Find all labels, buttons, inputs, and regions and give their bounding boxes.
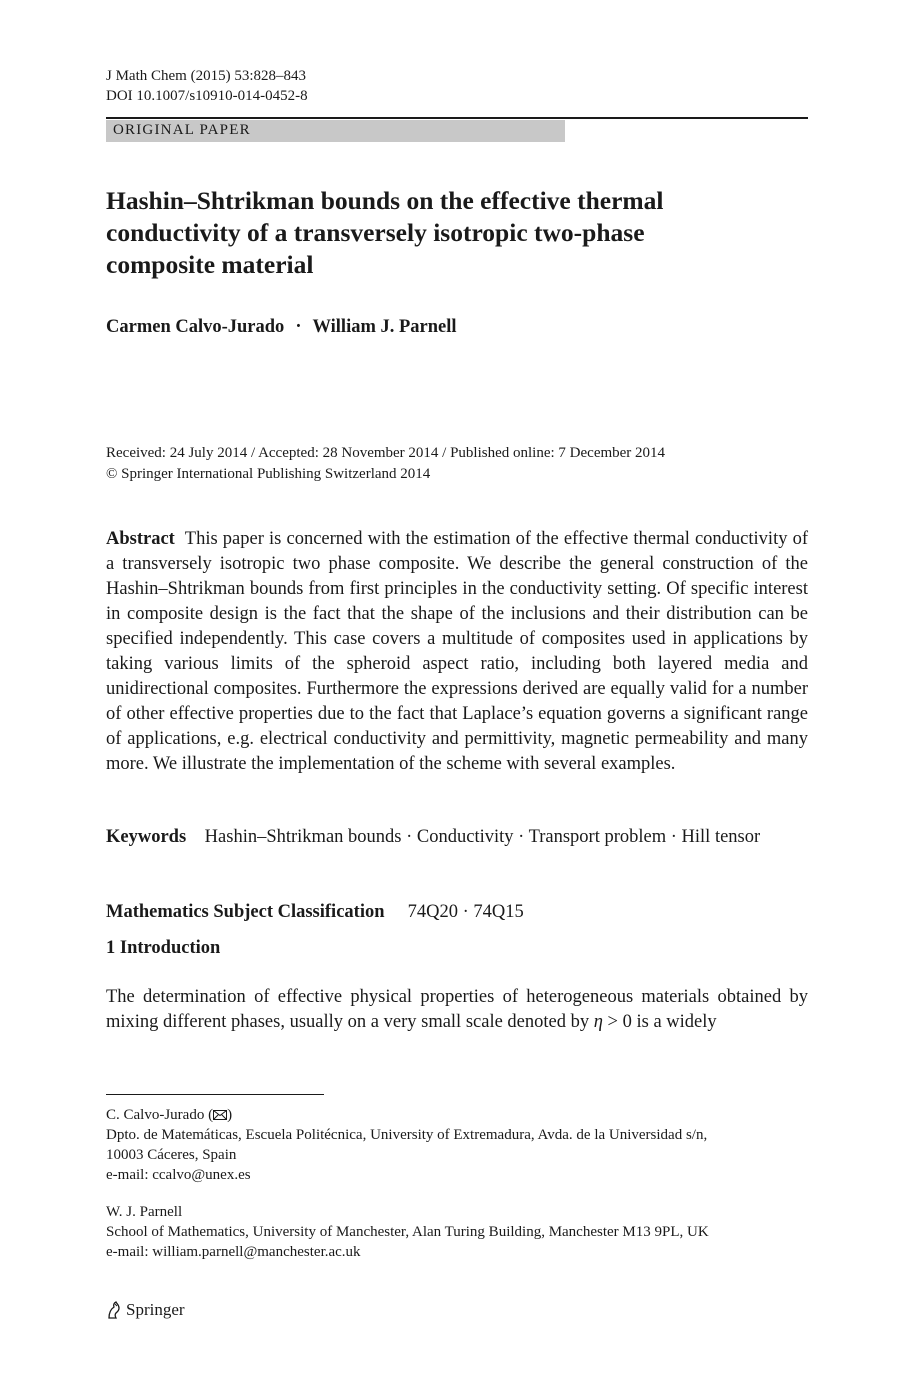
journal-citation bbox=[106, 67, 308, 106]
intro-text: The determination of effective physical properties of heterogeneous materials obtained by mixing different phases, usually on a very small scale denoted by bbox=[106, 987, 808, 1032]
math-relation: > bbox=[607, 1012, 618, 1032]
footnote-email[interactable]: e-mail: william.parnell@manchester.ac.uk bbox=[106, 1244, 361, 1260]
springer-horse-icon bbox=[106, 1300, 122, 1320]
header-rule bbox=[106, 117, 808, 119]
intro-text-continued: is a widely bbox=[636, 1012, 717, 1032]
intro-paragraph bbox=[106, 985, 808, 1035]
author-name: William J. Parnell bbox=[312, 317, 457, 337]
publication-dates bbox=[106, 443, 665, 484]
footnote-author2 bbox=[106, 1202, 709, 1262]
msc-codes: 74Q20 · 74Q15 bbox=[407, 902, 524, 922]
copyright-line: © Springer International Publishing Switzerland 2014 bbox=[106, 465, 431, 482]
keywords-label: Keywords bbox=[106, 827, 187, 847]
author-separator: · bbox=[295, 317, 302, 337]
subject-classification bbox=[106, 900, 524, 925]
math-value: 0 bbox=[622, 1012, 632, 1032]
footnote-rule bbox=[106, 1094, 324, 1095]
footnote-affiliation: Dpto. de Matemáticas, Escuela Politécnica, University of Extremadura, Avda. de la Universidad s/n, bbox=[106, 1127, 708, 1143]
footnote-affiliation: School of Mathematics, University of Manchester, Alan Turing Building, Manchester M13 9PL, UK bbox=[106, 1224, 709, 1240]
paper-title: Hashin–Shtrikman bounds on the effective thermal conductivity of a transversely isotropic two-phase composite material bbox=[106, 186, 664, 279]
keywords bbox=[106, 825, 808, 850]
section-heading bbox=[106, 936, 220, 961]
journal-line: J Math Chem (2015) 53:828–843 bbox=[106, 68, 306, 84]
section-title: Introduction bbox=[119, 938, 221, 958]
author-name: Carmen Calvo-Jurado bbox=[106, 317, 285, 337]
abstract bbox=[106, 527, 808, 777]
author-list bbox=[106, 315, 457, 339]
doi-line: DOI 10.1007/s10910-014-0452-8 bbox=[106, 87, 308, 104]
history-line: Received: 24 July 2014 / Accepted: 28 November 2014 / Published online: 7 December 2014 bbox=[106, 445, 666, 461]
math-eta: η bbox=[593, 1012, 603, 1032]
abstract-label: Abstract bbox=[106, 529, 175, 549]
footnote-email[interactable]: e-mail: ccalvo@unex.es bbox=[106, 1167, 251, 1183]
msc-label: Mathematics Subject Classification bbox=[106, 902, 385, 922]
footnote-name: C. Calvo-Jurado ( ) bbox=[106, 1107, 233, 1123]
keywords-text: Hashin–Shtrikman bounds · Conductivity · Transport problem · Hill tensor bbox=[204, 827, 761, 847]
footnote-author1 bbox=[106, 1105, 707, 1185]
footnote-affiliation: 10003 Cáceres, Spain bbox=[106, 1147, 237, 1163]
publisher-mark bbox=[106, 1299, 185, 1321]
abstract-text: This paper is concerned with the estimation of the effective thermal conductivity of a transversely isotropic two phase composite. We describe the general construction of the Hashin–Shtrikman bounds from first principles in the conductivity setting. Of specific interest in composite design is the fact that the shape of the inclusions and their distribution can be specified independently. This case covers a multitude of composites used in applications by taking various limits of the spheroid aspect ratio, including both layered media and unidirectional composites. Furthermore the expressions derived are equally valid for a number of other effective properties due to the fact that Laplace’s equation governs a significant range of applications, e.g. electrical conductivity and permittivity, magnetic permeability and many more. We illustrate the implementation of the scheme with several examples. bbox=[106, 529, 808, 774]
footnote-name: W. J. Parnell bbox=[106, 1204, 183, 1220]
section-number: 1 bbox=[106, 938, 116, 958]
publisher-name: Springer bbox=[126, 1300, 185, 1319]
article-type-badge: ORIGINAL PAPER bbox=[106, 120, 565, 142]
envelope-icon bbox=[213, 1110, 227, 1120]
